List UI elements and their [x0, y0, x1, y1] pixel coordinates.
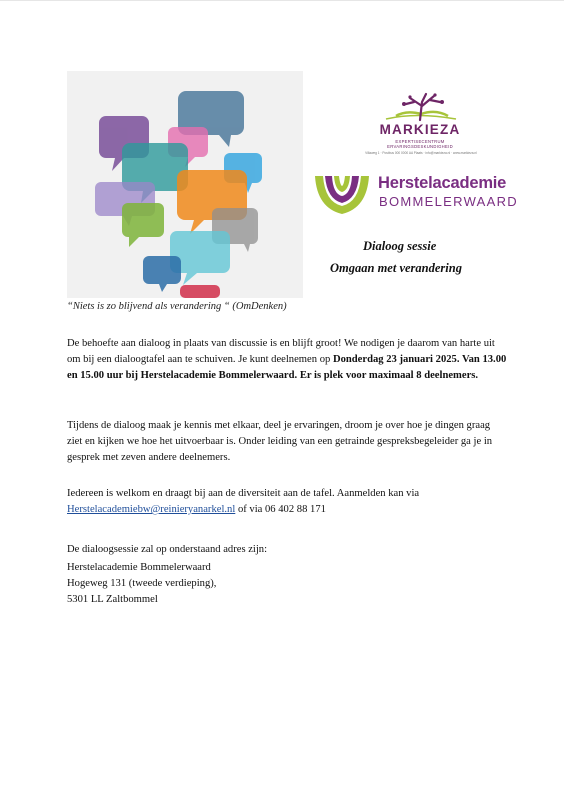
- tree-logo-icon: [326, 92, 516, 124]
- address-name: Herstelacademie Bommelerwaard: [67, 562, 211, 573]
- paragraph-address: [67, 542, 507, 608]
- markieza-logo: [326, 92, 516, 162]
- address-intro: De dialoogsessie zal op onderstaand adres zijn:: [67, 544, 268, 555]
- paragraph-registration: [67, 486, 507, 518]
- markieza-subtitle-line2: ERVARINGSDESKUNDIGHEID: [387, 144, 453, 149]
- markieza-brand-name: MARKIEZA: [379, 122, 461, 137]
- email-link[interactable]: Herstelacademiebw@reinieryanarkel.nl: [67, 504, 236, 515]
- address-street: Hogeweg 131 (tweede verdieping),: [67, 578, 217, 589]
- top-border-line: [0, 0, 564, 1]
- invitation-text: De behoefte aan dialoog in plaats van discussie is en blijft groot! We nodigen je daarom van harte uit om bij een dialoogtafel aan te schuiven. Je kunt deelnemen op: [67, 338, 495, 365]
- address-block: [67, 560, 507, 608]
- quote-caption: “Niets is zo blijvend als verandering “ (OmDenken): [67, 301, 287, 312]
- title-line-2: Omgaan met verandering: [330, 261, 462, 275]
- bommelerwaard-wordmark: BOMMELERWAARD: [379, 194, 518, 209]
- speech-bubbles-illustration: [67, 71, 303, 298]
- markieza-address-line: Villaweg 1 · Postbus 000 0000 AA Plaats · info@markieza.nl · www.markieza.nl: [365, 151, 477, 155]
- phone-text: of via 06 402 88 171: [235, 504, 326, 515]
- markieza-subtitle: [370, 139, 470, 149]
- address-city: 5301 LL Zaltbommel: [67, 594, 158, 605]
- markieza-subtitle-line1: EXPERTISECENTRUM: [395, 139, 445, 144]
- herstelacademie-logo: [311, 172, 521, 218]
- paragraph-invitation: [67, 336, 507, 384]
- herstelacademie-wordmark: Herstelacademie: [378, 174, 507, 192]
- registration-text: Iedereen is welkom en draagt bij aan de diversiteit aan de tafel. Aanmelden kan via: [67, 488, 420, 499]
- paragraph-description: Tijdens de dialoog maak je kennis met elkaar, deel je ervaringen, droom je over hoe je dingen graag ziet en kijken we hoe het uitvoerbaar is. Onder leiding van een getrainde gespreksbegeleider ga je in gesprek met zeven andere deelnemers.: [67, 420, 493, 463]
- herstel-arc-logo-icon: [311, 172, 373, 218]
- invitation-date-bold: Donderdag 23 januari 2025. Van 13.00 en 15.00 uur bij Herstelacademie Bommelerwaard. Er is plek voor maximaal 8 deelnemers.: [67, 354, 507, 381]
- title-line-1: Dialoog sessie: [363, 239, 437, 253]
